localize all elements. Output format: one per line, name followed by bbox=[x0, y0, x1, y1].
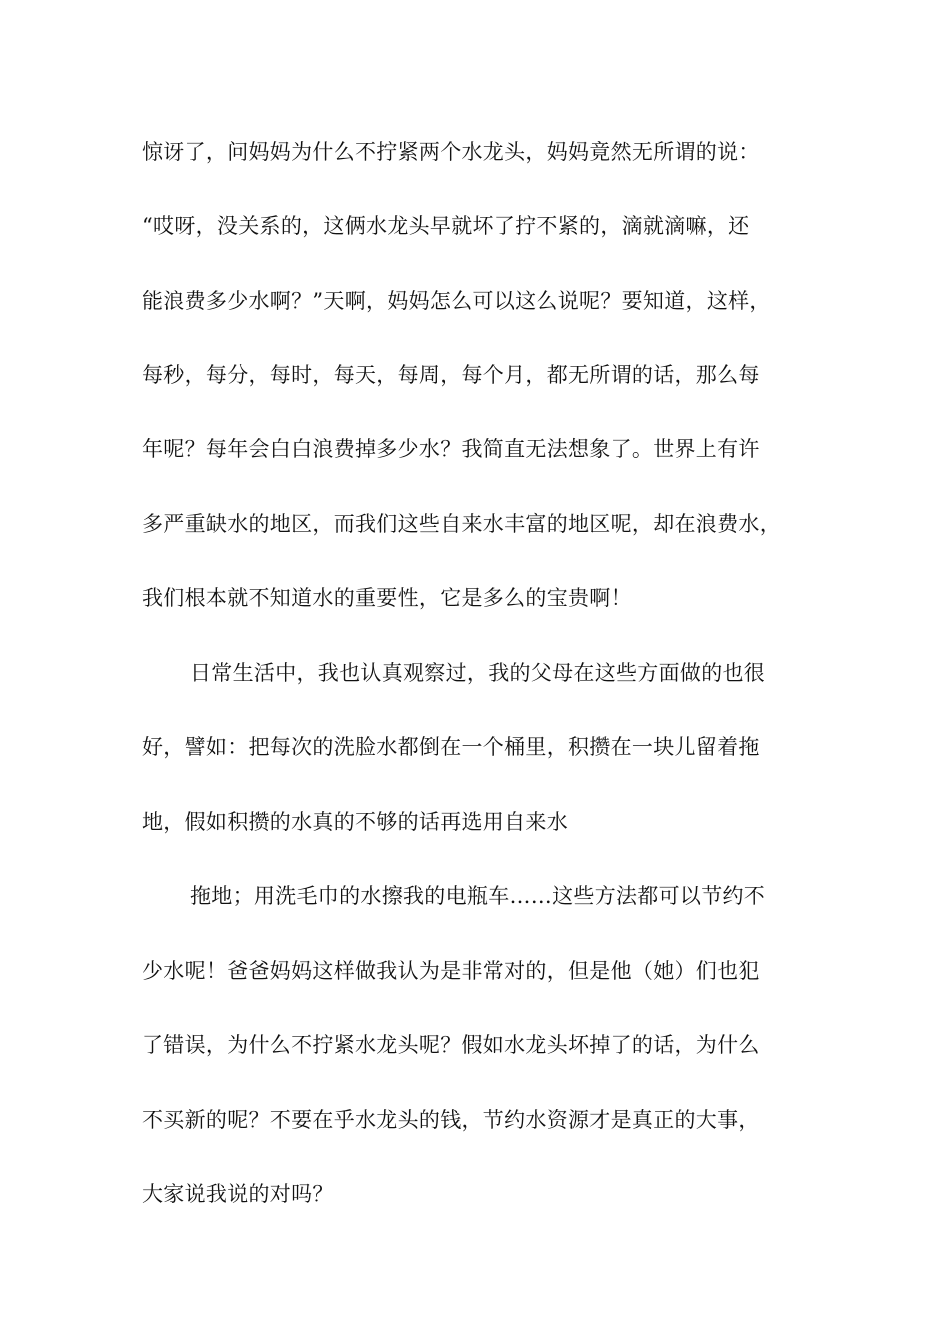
text-line: “哎呀，没关系的，这俩水龙头早就坏了拧不紧的，滴就滴嘛，还 bbox=[142, 214, 750, 238]
text-line: 年呢？每年会白白浪费掉多少水？我简直无法想象了。世界上有许 bbox=[142, 437, 760, 461]
text-line: 多严重缺水的地区，而我们这些自来水丰富的地区呢，却在浪费水， bbox=[142, 512, 781, 536]
text-line: 不买新的呢？不要在乎水龙头的钱，节约水资源才是真正的大事， bbox=[142, 1108, 760, 1132]
paragraph-start-line: 拖地；用洗毛巾的水擦我的电瓶车……这些方法都可以节约不 bbox=[190, 884, 766, 908]
text-line: 好，譬如：把每次的洗脸水都倒在一个桶里，积攒在一块儿留着拖 bbox=[142, 735, 760, 759]
text-line: 地，假如积攒的水真的不够的话再选用自来水 bbox=[142, 810, 568, 834]
paragraph-start-line: 日常生活中，我也认真观察过，我的父母在这些方面做的也很 bbox=[190, 661, 766, 685]
text-line: 少水呢！爸爸妈妈这样做我认为是非常对的，但是他（她）们也犯 bbox=[142, 959, 760, 983]
text-line: 大家说我说的对吗？ bbox=[142, 1182, 334, 1206]
text-line: 每秒，每分，每时，每天，每周，每个月，都无所谓的话，那么每 bbox=[142, 363, 760, 387]
text-line: 了错误，为什么不拧紧水龙头呢？假如水龙头坏掉了的话，为什么 bbox=[142, 1033, 760, 1057]
text-line: 我们根本就不知道水的重要性，它是多么的宝贵啊！ bbox=[142, 586, 632, 610]
text-line: 惊讶了，问妈妈为什么不拧紧两个水龙头，妈妈竟然无所谓的说： bbox=[142, 140, 760, 164]
text-line: 能浪费多少水啊？”天啊，妈妈怎么可以这么说呢？要知道，这样， bbox=[142, 289, 771, 313]
